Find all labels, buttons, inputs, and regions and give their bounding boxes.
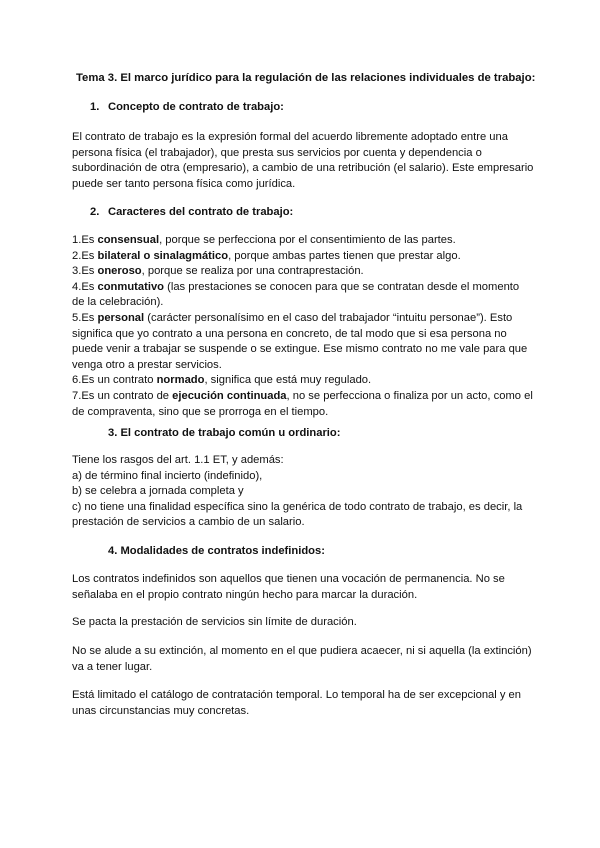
section-2-colon: : xyxy=(289,206,294,218)
section-3-heading: 3. El contrato de trabajo común u ordinario: xyxy=(108,427,341,439)
section-4-para-1 xyxy=(72,572,534,603)
paragraph: El contrato de trabajo es la expresión formal del acuerdo libremente adoptado entre una persona física (el trabajador), que presta sus servicios por cuenta y dependencia o subordinación de otra (empresario), a cambio de una retribución (el salario). Este empresario puede ser tanto persona física como jurídica. xyxy=(72,131,534,190)
section-4-para-4 xyxy=(72,688,534,719)
section-3-body xyxy=(72,453,534,531)
list-item: 2.Es bilateral o sinalagmático, porque ambas partes tienen que prestar algo. xyxy=(72,249,461,262)
section-4-heading: 4. Modalidades de contratos indefinidos: xyxy=(108,545,325,557)
paragraph: Se pacta la prestación de servicios sin límite de duración. xyxy=(72,616,357,628)
list-item: 4.Es conmutativo (las prestaciones se conocen para que se contratan desde el momento de la celebración). xyxy=(72,280,520,309)
list-item: 1.Es consensual, porque se perfecciona por el consentimiento de las partes. xyxy=(72,234,456,246)
section-1-number: 1. xyxy=(90,101,100,113)
line: a) de término final incierto (indefinido), xyxy=(72,469,263,482)
paragraph: No se alude a su extinción, al momento en el que pudiera acaecer, ni si aquella (la extinción) va a tener lugar. xyxy=(72,645,532,673)
list-item: 7.Es un contrato de ejecución continuada, no se perfecciona o finaliza por un acto, como el de compraventa, sino que se prorroga en el tiempo. xyxy=(72,389,533,418)
list-item: 6.Es un contrato normado, significa que está muy regulado. xyxy=(72,374,372,387)
section-2-number: 2. xyxy=(90,206,100,218)
line: c) no tiene una finalidad específica sino la genérica de todo contrato de trabajo, es decir, la prestación de servicios a cambio de un salario. xyxy=(72,500,523,529)
section-2-list xyxy=(72,233,534,420)
section-4-para-3 xyxy=(72,644,534,675)
line: Tiene los rasgos del art. 1.1 ET, y además: xyxy=(72,454,284,466)
section-4-para-2 xyxy=(72,615,534,631)
paragraph: Los contratos indefinidos son aquellos que tienen una vocación de permanencia. No se señalaba en el propio contrato ningún hecho para marcar la duración. xyxy=(72,573,505,601)
page-title: Tema 3. El marco jurídico para la regulación de las relaciones individuales de trabajo: xyxy=(76,72,536,84)
section-2-title: Caracteres del contrato de trabajo xyxy=(108,206,290,218)
list-item: 5.Es personal (carácter personalísimo en el caso del trabajador “intuitu personae”). Esto significa que yo contrato a una persona en concreto, de tal modo que si esa persona no puede venir a trabajar se suspende o se extingue. Ese mismo contrato no me vale para que venga otro a prestar servicios. xyxy=(72,311,528,371)
line: b) se celebra a jornada completa y xyxy=(72,485,244,498)
list-item: 3.Es oneroso, porque se realiza por una contraprestación. xyxy=(72,265,364,278)
section-1-title: Concepto de contrato de trabajo: xyxy=(108,101,284,113)
section-1-heading xyxy=(90,100,284,116)
section-2-heading xyxy=(90,205,293,221)
section-1-body xyxy=(72,130,534,192)
paragraph: Está limitado el catálogo de contratación temporal. Lo temporal ha de ser excepcional y en unas circunstancias muy concretas. xyxy=(72,689,522,717)
